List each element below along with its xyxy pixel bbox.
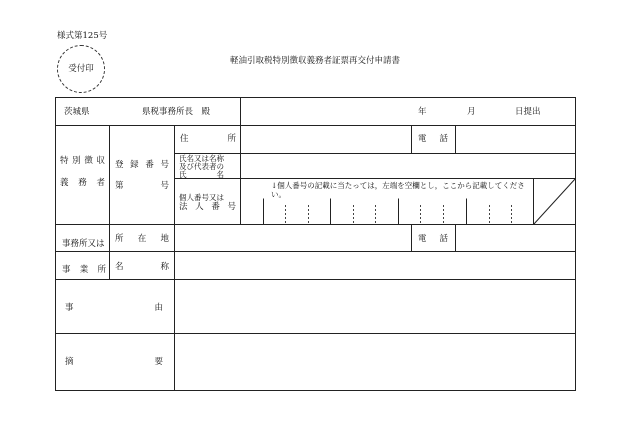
char: 義 bbox=[60, 178, 69, 188]
form-title: 軽油引取税特別徴収義務者証票再交付申請書 bbox=[229, 56, 400, 66]
char: 番 bbox=[145, 160, 154, 170]
char: 称 bbox=[160, 262, 169, 272]
month-label: 月 bbox=[467, 107, 476, 117]
char: 摘 bbox=[65, 357, 74, 367]
char: 在 bbox=[137, 234, 147, 244]
name-label-line-1: 氏名又は名称 bbox=[179, 154, 224, 163]
char: 電 bbox=[418, 134, 427, 144]
location-label bbox=[115, 234, 169, 244]
char: 第 bbox=[115, 181, 124, 191]
office-head-label: 県税事務所長 殿 bbox=[142, 107, 211, 117]
char: 事 bbox=[62, 265, 71, 275]
collector-section-label-1 bbox=[60, 156, 105, 166]
day-submitted-label: 日提出 bbox=[515, 107, 541, 117]
stamp-label: 受付印 bbox=[68, 64, 94, 74]
collector-section-label-2 bbox=[60, 178, 105, 188]
char: 地 bbox=[160, 234, 169, 244]
char: 番 bbox=[211, 202, 220, 212]
char: 徴 bbox=[84, 156, 93, 166]
char: 所 bbox=[115, 234, 124, 244]
address-label bbox=[180, 134, 236, 144]
office-name-label bbox=[115, 262, 169, 272]
char: 法 bbox=[179, 202, 188, 212]
char: 別 bbox=[72, 156, 81, 166]
year-label: 年 bbox=[418, 107, 427, 117]
char: 名 bbox=[115, 262, 124, 272]
registration-number-label bbox=[115, 160, 169, 170]
summary-label bbox=[65, 357, 163, 367]
char: 特 bbox=[60, 156, 69, 166]
char: 話 bbox=[439, 234, 448, 244]
reason-label bbox=[65, 303, 163, 313]
prefecture-label: 茨城県 bbox=[64, 107, 90, 117]
char: 録 bbox=[130, 160, 139, 170]
char: 務 bbox=[78, 178, 87, 188]
char: 業 bbox=[79, 265, 89, 275]
char: 号 bbox=[160, 181, 169, 191]
char: 所 bbox=[227, 134, 236, 144]
office-section-label-2 bbox=[62, 265, 106, 275]
name-label-line-3: 氏 名 bbox=[179, 170, 224, 179]
char: 号 bbox=[160, 160, 169, 170]
id-number-label-line-1: 個人番号又は bbox=[179, 193, 224, 202]
name-label-line-2: 及び代表者の bbox=[179, 162, 224, 171]
char: 登 bbox=[115, 160, 124, 170]
char: 所 bbox=[97, 265, 106, 275]
char: 収 bbox=[96, 156, 105, 166]
char: 由 bbox=[154, 303, 163, 313]
char: 事 bbox=[65, 303, 74, 313]
char: 者 bbox=[96, 178, 105, 188]
char: 電 bbox=[418, 234, 427, 244]
char: 号 bbox=[227, 202, 236, 212]
char: 人 bbox=[195, 202, 204, 212]
char: 要 bbox=[154, 357, 163, 367]
office-phone-label bbox=[418, 234, 448, 244]
form-number: 様式第125号 bbox=[57, 31, 108, 41]
registration-number-suffix bbox=[115, 181, 169, 191]
office-section-label-1: 事務所又は bbox=[62, 239, 105, 249]
collector-phone-label bbox=[418, 134, 448, 144]
id-number-note: ↓個人番号の記載に当たっては，左端を空欄とし，ここから記載してください。 bbox=[271, 181, 525, 199]
id-number-label-line-2 bbox=[179, 202, 236, 212]
char: 話 bbox=[439, 134, 448, 144]
char: 住 bbox=[180, 134, 189, 144]
